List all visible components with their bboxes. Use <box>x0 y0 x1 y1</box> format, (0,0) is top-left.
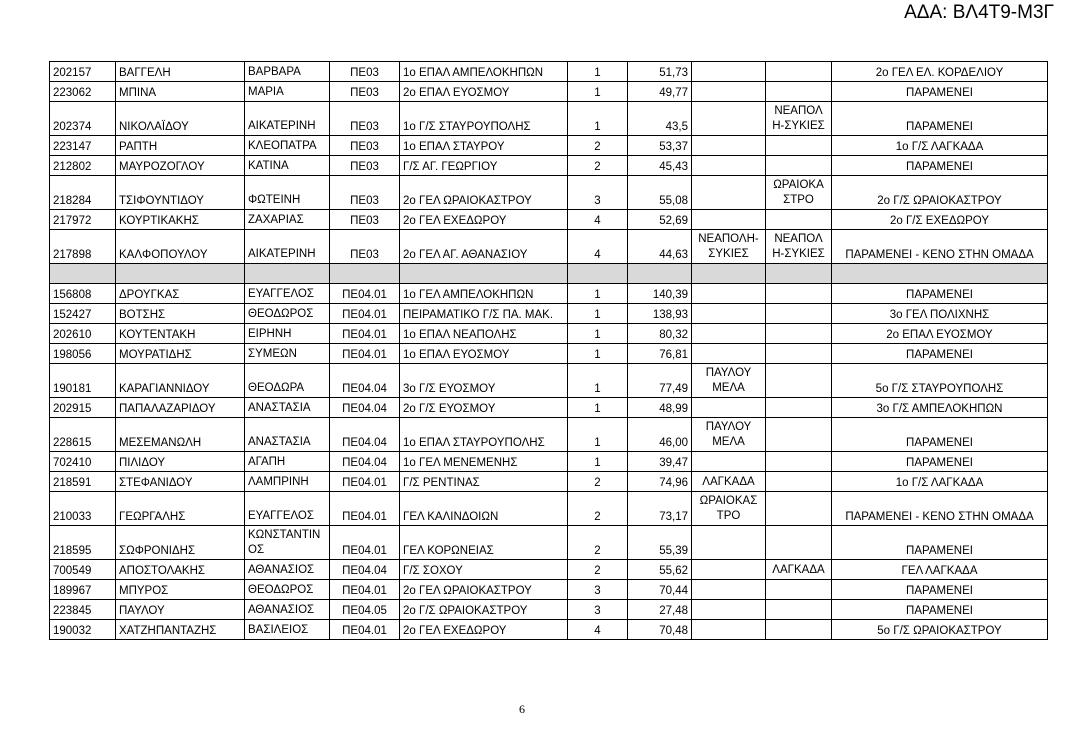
cell-school: 2ο ΕΠΑΛ ΕΥΟΣΜΟΥ <box>400 82 568 102</box>
cell-surname: ΜΑΥΡΟΖΟΓΛΟΥ <box>116 156 245 176</box>
cell-school: 2ο ΓΕΛ ΩΡΑΙΟΚΑΣΤΡΟΥ <box>400 176 568 210</box>
cell-branch: ΠΕ03 <box>330 136 400 156</box>
cell-result: 3ο Γ/Σ ΑΜΠΕΛΟΚΗΠΩΝ <box>832 398 1048 418</box>
cell-branch: ΠΕ04.04 <box>330 452 400 472</box>
cell-group: 2 <box>568 472 628 492</box>
separator-cell <box>692 264 766 284</box>
cell-branch: ΠΕ04.04 <box>330 560 400 580</box>
cell-points: 138,93 <box>628 304 692 324</box>
cell-first-name: ΑΙΚΑΤΕΡΙΝΗ <box>245 230 330 264</box>
cell-group: 1 <box>568 364 628 398</box>
table-row <box>50 472 1048 492</box>
cell-preference-1: ΝΕΑΠΟΛΗ- ΣΥΚΙΕΣ <box>692 230 766 264</box>
cell-result: ΠΑΡΑΜΕΝΕΙ <box>832 82 1048 102</box>
cell-school: ΓΕΛ ΚΑΛΙΝΔΟΙΩΝ <box>400 492 568 526</box>
cell-group: 1 <box>568 102 628 136</box>
cell-points: 74,96 <box>628 472 692 492</box>
cell-result: ΓΕΛ ΛΑΓΚΑΔΑ <box>832 560 1048 580</box>
cell-branch: ΠΕ03 <box>330 230 400 264</box>
cell-group: 3 <box>568 176 628 210</box>
cell-group: 4 <box>568 210 628 230</box>
cell-points: 49,77 <box>628 82 692 102</box>
cell-school: ΠΕΙΡΑΜΑΤΙΚΟ Γ/Σ ΠΑ. ΜΑΚ. <box>400 304 568 324</box>
cell-branch: ΠΕ04.04 <box>330 418 400 452</box>
cell-group: 1 <box>568 452 628 472</box>
cell-branch: ΠΕ04.04 <box>330 398 400 418</box>
table-row <box>50 620 1048 640</box>
cell-surname: ΚΑΡΑΓΙΑΝΝΙΔΟΥ <box>116 364 245 398</box>
cell-surname: ΠΑΥΛΟΥ <box>116 600 245 620</box>
separator-cell <box>628 264 692 284</box>
cell-preference-1 <box>692 452 766 472</box>
cell-id: 702410 <box>50 452 116 472</box>
cell-id: 202374 <box>50 102 116 136</box>
cell-group: 1 <box>568 82 628 102</box>
cell-points: 70,48 <box>628 620 692 640</box>
cell-branch: ΠΕ03 <box>330 156 400 176</box>
cell-preference-1 <box>692 62 766 82</box>
cell-preference-1 <box>692 176 766 210</box>
cell-school: 1ο Γ/Σ ΣΤΑΥΡΟΥΠΟΛΗΣ <box>400 102 568 136</box>
table-body <box>50 62 1048 640</box>
cell-points: 55,62 <box>628 560 692 580</box>
cell-group: 1 <box>568 398 628 418</box>
cell-result: ΠΑΡΑΜΕΝΕΙ <box>832 452 1048 472</box>
cell-surname: ΠΙΛΙΔΟΥ <box>116 452 245 472</box>
cell-result: 2ο Γ/Σ ΩΡΑΙΟΚΑΣΤΡΟΥ <box>832 176 1048 210</box>
cell-result: ΠΑΡΑΜΕΝΕΙ <box>832 156 1048 176</box>
page-number: 6 <box>519 702 525 716</box>
cell-branch: ΠΕ04.01 <box>330 492 400 526</box>
cell-surname: ΚΟΥΤΕΝΤΑΚΗ <box>116 324 245 344</box>
cell-branch: ΠΕ04.01 <box>330 344 400 364</box>
cell-school: 2ο Γ/Σ ΩΡΑΙΟΚΑΣΤΡΟΥ <box>400 600 568 620</box>
cell-group: 2 <box>568 156 628 176</box>
cell-id: 198056 <box>50 344 116 364</box>
cell-preference-1 <box>692 344 766 364</box>
cell-surname: ΑΠΟΣΤΟΛΑΚΗΣ <box>116 560 245 580</box>
cell-surname: ΤΣΙΦΟΥΝΤΙΔΟΥ <box>116 176 245 210</box>
cell-preference-2 <box>766 284 832 304</box>
cell-result: 2ο ΕΠΑΛ ΕΥΟΣΜΟΥ <box>832 324 1048 344</box>
separator-cell <box>766 264 832 284</box>
cell-points: 52,69 <box>628 210 692 230</box>
table-row <box>50 560 1048 580</box>
cell-preference-1 <box>692 620 766 640</box>
cell-result: ΠΑΡΑΜΕΝΕΙ <box>832 600 1048 620</box>
cell-group: 2 <box>568 560 628 580</box>
table-row <box>50 344 1048 364</box>
cell-id: 223845 <box>50 600 116 620</box>
cell-preference-1: ΩΡΑΙΟΚΑΣ ΤΡΟ <box>692 492 766 526</box>
cell-preference-1 <box>692 526 766 560</box>
cell-result: 5ο Γ/Σ ΣΤΑΥΡΟΥΠΟΛΗΣ <box>832 364 1048 398</box>
cell-preference-2 <box>766 156 832 176</box>
cell-school: 1ο ΕΠΑΛ ΑΜΠΕΛΟΚΗΠΩΝ <box>400 62 568 82</box>
cell-id: 156808 <box>50 284 116 304</box>
cell-preference-1: ΛΑΓΚΑΔΑ <box>692 472 766 492</box>
cell-first-name: ΑΘΑΝΑΣΙΟΣ <box>245 600 330 620</box>
cell-id: 190032 <box>50 620 116 640</box>
cell-school: Γ/Σ ΑΓ. ΓΕΩΡΓΙΟΥ <box>400 156 568 176</box>
cell-preference-1 <box>692 82 766 102</box>
cell-result: ΠΑΡΑΜΕΝΕΙ <box>832 580 1048 600</box>
cell-surname: ΣΤΕΦΑΝΙΔΟΥ <box>116 472 245 492</box>
cell-id: 218595 <box>50 526 116 560</box>
table-row <box>50 210 1048 230</box>
cell-preference-2 <box>766 472 832 492</box>
cell-points: 76,81 <box>628 344 692 364</box>
cell-id: 228615 <box>50 418 116 452</box>
cell-preference-1 <box>692 580 766 600</box>
cell-preference-1 <box>692 600 766 620</box>
cell-id: 217972 <box>50 210 116 230</box>
table-row <box>50 418 1048 452</box>
cell-group: 2 <box>568 136 628 156</box>
cell-result: ΠΑΡΑΜΕΝΕΙ - ΚΕΝΟ ΣΤΗΝ ΟΜΑΔΑ <box>832 492 1048 526</box>
table-row <box>50 176 1048 210</box>
cell-preference-2 <box>766 62 832 82</box>
cell-group: 1 <box>568 418 628 452</box>
cell-preference-2 <box>766 418 832 452</box>
cell-school: 1ο ΓΕΛ ΜΕΝΕΜΕΝΗΣ <box>400 452 568 472</box>
cell-preference-2: ΝΕΑΠΟΛ Η-ΣΥΚΙΕΣ <box>766 230 832 264</box>
cell-points: 48,99 <box>628 398 692 418</box>
separator-cell <box>330 264 400 284</box>
cell-result: 1ο Γ/Σ ΛΑΓΚΑΔΑ <box>832 472 1048 492</box>
cell-preference-2 <box>766 210 832 230</box>
cell-preference-2 <box>766 136 832 156</box>
cell-school: Γ/Σ ΣΟΧΟΥ <box>400 560 568 580</box>
table-row <box>50 284 1048 304</box>
cell-points: 51,73 <box>628 62 692 82</box>
cell-preference-2: ΝΕΑΠΟΛ Η-ΣΥΚΙΕΣ <box>766 102 832 136</box>
cell-school: 1ο ΕΠΑΛ ΝΕΑΠΟΛΗΣ <box>400 324 568 344</box>
cell-points: 27,48 <box>628 600 692 620</box>
separator-cell <box>400 264 568 284</box>
cell-first-name: ΘΕΟΔΩΡΟΣ <box>245 580 330 600</box>
cell-preference-1 <box>692 324 766 344</box>
cell-result: 3ο ΓΕΛ ΠΟΛΙΧΝΗΣ <box>832 304 1048 324</box>
cell-first-name: ΕΙΡΗΝΗ <box>245 324 330 344</box>
teacher-placement-table <box>49 61 1048 640</box>
cell-first-name: ΑΓΑΠΗ <box>245 452 330 472</box>
cell-surname: ΠΑΠΑΛΑΖΑΡΙΔΟΥ <box>116 398 245 418</box>
cell-school: 2ο ΓΕΛ ΩΡΑΙΟΚΑΣΤΡΟΥ <box>400 580 568 600</box>
cell-first-name: ΛΑΜΠΡΙΝΗ <box>245 472 330 492</box>
cell-result: ΠΑΡΑΜΕΝΕΙ <box>832 284 1048 304</box>
cell-preference-1 <box>692 156 766 176</box>
cell-school: 1ο ΕΠΑΛ ΕΥΟΣΜΟΥ <box>400 344 568 364</box>
cell-branch: ΠΕ04.01 <box>330 304 400 324</box>
cell-id: 212802 <box>50 156 116 176</box>
cell-points: 140,39 <box>628 284 692 304</box>
table-row <box>50 62 1048 82</box>
cell-points: 45,43 <box>628 156 692 176</box>
cell-points: 44,63 <box>628 230 692 264</box>
cell-preference-2 <box>766 364 832 398</box>
cell-preference-2 <box>766 82 832 102</box>
separator-row <box>50 264 1048 284</box>
cell-preference-2 <box>766 526 832 560</box>
cell-preference-2: ΩΡΑΙΟΚΑ ΣΤΡΟ <box>766 176 832 210</box>
cell-surname: ΒΟΤΣΗΣ <box>116 304 245 324</box>
cell-id: 202610 <box>50 324 116 344</box>
table-row <box>50 364 1048 398</box>
cell-branch: ΠΕ04.01 <box>330 472 400 492</box>
cell-school: 2ο Γ/Σ ΕΥΟΣΜΟΥ <box>400 398 568 418</box>
cell-branch: ΠΕ04.01 <box>330 580 400 600</box>
cell-surname: ΡΑΠΤΗ <box>116 136 245 156</box>
table-row <box>50 600 1048 620</box>
cell-first-name: ΖΑΧΑΡΙΑΣ <box>245 210 330 230</box>
cell-school: 1ο ΕΠΑΛ ΣΤΑΥΡΟΥΠΟΛΗΣ <box>400 418 568 452</box>
table-row <box>50 398 1048 418</box>
cell-id: 152427 <box>50 304 116 324</box>
cell-surname: ΚΑΛΦΟΠΟΥΛΟΥ <box>116 230 245 264</box>
cell-first-name: ΚΑΤΙΝΑ <box>245 156 330 176</box>
cell-group: 1 <box>568 324 628 344</box>
cell-result: ΠΑΡΑΜΕΝΕΙ <box>832 344 1048 364</box>
cell-branch: ΠΕ04.01 <box>330 324 400 344</box>
cell-points: 73,17 <box>628 492 692 526</box>
cell-group: 3 <box>568 580 628 600</box>
cell-preference-2 <box>766 304 832 324</box>
cell-preference-2 <box>766 452 832 472</box>
cell-result: ΠΑΡΑΜΕΝΕΙ <box>832 102 1048 136</box>
cell-points: 80,32 <box>628 324 692 344</box>
table-row <box>50 492 1048 526</box>
cell-first-name: ΕΥΑΓΓΕΛΟΣ <box>245 284 330 304</box>
cell-id: 218591 <box>50 472 116 492</box>
cell-first-name: ΒΑΡΒΑΡΑ <box>245 62 330 82</box>
cell-result: ΠΑΡΑΜΕΝΕΙ - ΚΕΝΟ ΣΤΗΝ ΟΜΑΔΑ <box>832 230 1048 264</box>
cell-first-name: ΚΛΕΟΠΑΤΡΑ <box>245 136 330 156</box>
cell-group: 1 <box>568 344 628 364</box>
table-row <box>50 230 1048 264</box>
cell-preference-1 <box>692 136 766 156</box>
cell-branch: ΠΕ04.01 <box>330 620 400 640</box>
cell-result: 2ο ΓΕΛ ΕΛ. ΚΟΡΔΕΛΙΟΥ <box>832 62 1048 82</box>
cell-id: 700549 <box>50 560 116 580</box>
ada-code: ΑΔΑ: ΒΛ4Τ9-Μ3Γ <box>904 2 1054 23</box>
cell-points: 70,44 <box>628 580 692 600</box>
cell-branch: ΠΕ03 <box>330 176 400 210</box>
cell-group: 1 <box>568 304 628 324</box>
separator-cell <box>568 264 628 284</box>
cell-branch: ΠΕ03 <box>330 210 400 230</box>
cell-surname: ΣΩΦΡΟΝΙΔΗΣ <box>116 526 245 560</box>
cell-id: 223147 <box>50 136 116 156</box>
cell-group: 1 <box>568 284 628 304</box>
cell-first-name: ΑΝΑΣΤΑΣΙΑ <box>245 418 330 452</box>
table-row <box>50 156 1048 176</box>
cell-first-name: ΑΘΑΝΑΣΙΟΣ <box>245 560 330 580</box>
cell-preference-2 <box>766 600 832 620</box>
separator-cell <box>116 264 245 284</box>
cell-surname: ΒΑΓΓΕΛΗ <box>116 62 245 82</box>
cell-points: 77,49 <box>628 364 692 398</box>
cell-surname: ΧΑΤΖΗΠΑΝΤΑΖΗΣ <box>116 620 245 640</box>
table-row <box>50 136 1048 156</box>
cell-preference-2: ΛΑΓΚΑΔΑ <box>766 560 832 580</box>
cell-group: 4 <box>568 230 628 264</box>
cell-surname: ΚΟΥΡΤΙΚΑΚΗΣ <box>116 210 245 230</box>
cell-result: ΠΑΡΑΜΕΝΕΙ <box>832 418 1048 452</box>
cell-branch: ΠΕ04.01 <box>330 526 400 560</box>
cell-id: 202157 <box>50 62 116 82</box>
cell-preference-1 <box>692 398 766 418</box>
cell-branch: ΠΕ04.01 <box>330 284 400 304</box>
cell-result: 1ο Γ/Σ ΛΑΓΚΑΔΑ <box>832 136 1048 156</box>
cell-result: ΠΑΡΑΜΕΝΕΙ <box>832 526 1048 560</box>
cell-school: Γ/Σ ΡΕΝΤΙΝΑΣ <box>400 472 568 492</box>
cell-result: 2ο Γ/Σ ΕΧΕΔΩΡΟΥ <box>832 210 1048 230</box>
cell-preference-1 <box>692 102 766 136</box>
cell-group: 2 <box>568 526 628 560</box>
cell-school: 2ο ΓΕΛ ΕΧΕΔΩΡΟΥ <box>400 620 568 640</box>
cell-result: 5ο Γ/Σ ΩΡΑΙΟΚΑΣΤΡΟΥ <box>832 620 1048 640</box>
cell-branch: ΠΕ03 <box>330 102 400 136</box>
cell-school: 3ο Γ/Σ ΕΥΟΣΜΟΥ <box>400 364 568 398</box>
cell-group: 4 <box>568 620 628 640</box>
cell-first-name: ΘΕΟΔΩΡΑ <box>245 364 330 398</box>
cell-points: 55,08 <box>628 176 692 210</box>
cell-branch: ΠΕ04.05 <box>330 600 400 620</box>
cell-first-name: ΜΑΡΙΑ <box>245 82 330 102</box>
cell-preference-1: ΠΑΥΛΟΥ ΜΕΛΑ <box>692 364 766 398</box>
separator-cell <box>50 264 116 284</box>
cell-preference-1 <box>692 210 766 230</box>
cell-school: ΓΕΛ ΚΟΡΩΝΕΙΑΣ <box>400 526 568 560</box>
table-row <box>50 526 1048 560</box>
cell-first-name: ΑΙΚΑΤΕΡΙΝΗ <box>245 102 330 136</box>
cell-first-name: ΦΩΤΕΙΝΗ <box>245 176 330 210</box>
cell-preference-2 <box>766 580 832 600</box>
cell-preference-1 <box>692 304 766 324</box>
cell-id: 190181 <box>50 364 116 398</box>
separator-cell <box>245 264 330 284</box>
cell-preference-2 <box>766 492 832 526</box>
cell-id: 217898 <box>50 230 116 264</box>
cell-preference-1 <box>692 284 766 304</box>
cell-surname: ΔΡΟΥΓΚΑΣ <box>116 284 245 304</box>
cell-school: 1ο ΓΕΛ ΑΜΠΕΛΟΚΗΠΩΝ <box>400 284 568 304</box>
table-row <box>50 304 1048 324</box>
cell-id: 223062 <box>50 82 116 102</box>
table-row <box>50 452 1048 472</box>
cell-group: 1 <box>568 62 628 82</box>
cell-points: 46,00 <box>628 418 692 452</box>
cell-points: 39,47 <box>628 452 692 472</box>
cell-preference-1 <box>692 560 766 580</box>
cell-branch: ΠΕ03 <box>330 62 400 82</box>
table-row <box>50 324 1048 344</box>
cell-first-name: ΘΕΟΔΩΡΟΣ <box>245 304 330 324</box>
cell-preference-2 <box>766 344 832 364</box>
cell-preference-1: ΠΑΥΛΟΥ ΜΕΛΑ <box>692 418 766 452</box>
separator-cell <box>832 264 1048 284</box>
cell-id: 202915 <box>50 398 116 418</box>
cell-group: 3 <box>568 600 628 620</box>
cell-first-name: ΣΥΜΕΩΝ <box>245 344 330 364</box>
cell-school: 2ο ΓΕΛ ΕΧΕΔΩΡΟΥ <box>400 210 568 230</box>
cell-surname: ΜΠΥΡΟΣ <box>116 580 245 600</box>
cell-group: 2 <box>568 492 628 526</box>
cell-points: 43,5 <box>628 102 692 136</box>
table-row <box>50 102 1048 136</box>
cell-preference-2 <box>766 620 832 640</box>
cell-surname: ΜΟΥΡΑΤΙΔΗΣ <box>116 344 245 364</box>
cell-id: 218284 <box>50 176 116 210</box>
cell-branch: ΠΕ04.04 <box>330 364 400 398</box>
table-row <box>50 82 1048 102</box>
cell-first-name: ΕΥΑΓΓΕΛΟΣ <box>245 492 330 526</box>
cell-school: 2ο ΓΕΛ ΑΓ. ΑΘΑΝΑΣΙΟΥ <box>400 230 568 264</box>
cell-surname: ΓΕΩΡΓΑΛΗΣ <box>116 492 245 526</box>
cell-first-name: ΑΝΑΣΤΑΣΙΑ <box>245 398 330 418</box>
cell-preference-2 <box>766 398 832 418</box>
table-row <box>50 580 1048 600</box>
cell-points: 53,37 <box>628 136 692 156</box>
cell-preference-2 <box>766 324 832 344</box>
cell-points: 55,39 <box>628 526 692 560</box>
cell-id: 189967 <box>50 580 116 600</box>
cell-surname: ΝΙΚΟΛΑΪΔΟΥ <box>116 102 245 136</box>
cell-surname: ΜΕΣΕΜΑΝΩΛΗ <box>116 418 245 452</box>
cell-id: 210033 <box>50 492 116 526</box>
cell-first-name: ΒΑΣΙΛΕΙΟΣ <box>245 620 330 640</box>
cell-branch: ΠΕ03 <box>330 82 400 102</box>
cell-first-name: ΚΩΝΣΤΑΝΤΙΝ ΟΣ <box>245 526 330 560</box>
cell-surname: ΜΠΙΝΑ <box>116 82 245 102</box>
cell-school: 1ο ΕΠΑΛ ΣΤΑΥΡΟΥ <box>400 136 568 156</box>
